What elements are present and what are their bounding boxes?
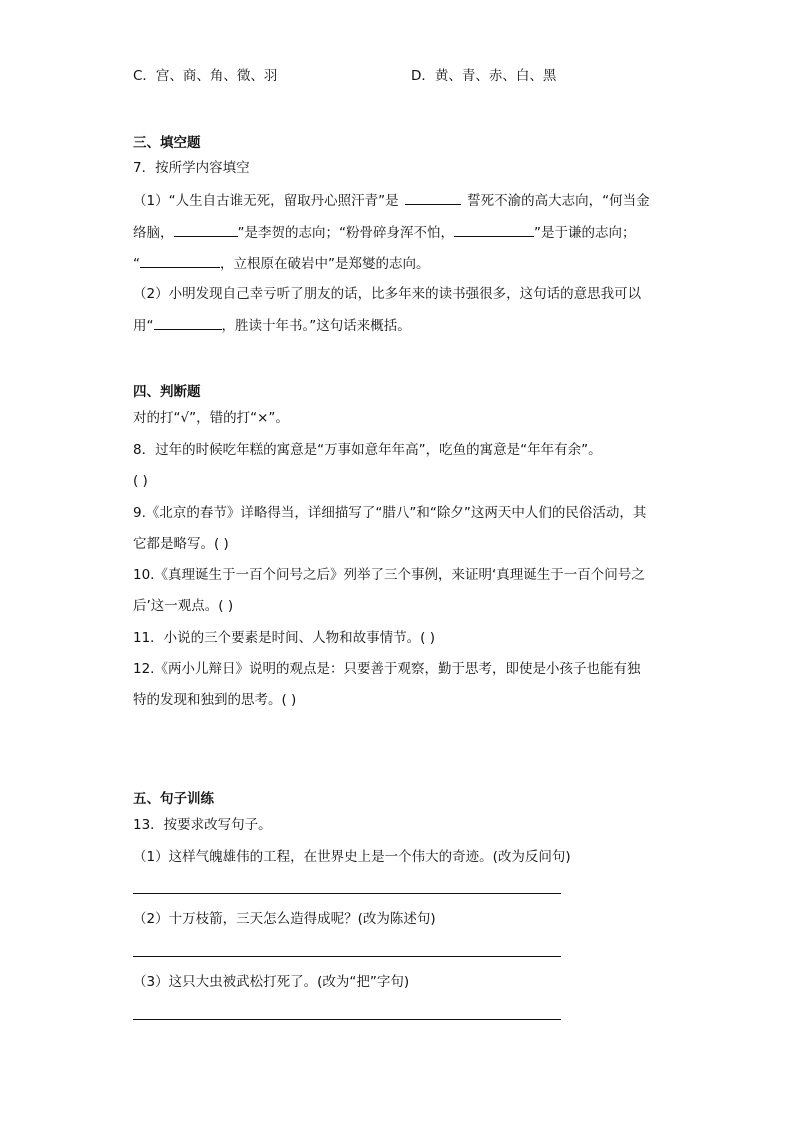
question-7-part1-line2 [133,222,636,243]
question-8-answer-box[interactable]: ( ) [133,473,148,489]
section-heading-fill-in: 三、填空题 [133,135,201,151]
answer-blank[interactable] [154,315,222,330]
q7-text: 誓死不渝的高大志向，“何当金 [467,193,650,209]
q7-text: （1）“人生自古谁无死，留取丹心照汗青”是 [133,193,399,209]
sentence-task-3: （3）这只大虫被武松打死了。(改为“把”字句) [133,974,410,990]
question-9-line1: 9.《北京的春节》详略得当，详细描写了“腊八”和“除夕”这两天中人们的民俗活动，其 [133,505,647,521]
question-10-line1: 10.《真理诞生于一百个问号之后》列举了三个事例，来证明‘真理诞生于一百个问号之 [133,567,645,583]
answer-line-2[interactable] [133,956,561,957]
question-11[interactable]: 11．小说的三个要素是时间、人物和故事情节。( ) [133,630,436,646]
question-12-line1: 12.《两小儿辩日》说明的观点是：只要善于观察，勤于思考，即使是小孩子也能有独 [133,661,641,677]
q7-text: “ [133,256,140,272]
question-7-part1-line1 [133,190,650,211]
question-10-line2[interactable]: 后’这一观点。( ) [133,598,234,614]
q7-text: ，立根原在破岩中”是郑燮的志向。 [220,256,430,272]
answer-blank[interactable] [454,222,534,237]
q7-text: 用“ [133,318,154,334]
option-d: D．黄、青、赤、白、黑 [411,68,557,84]
q7-text: ，胜读十年书。”这句话来概括。 [221,318,411,334]
answer-blank[interactable] [140,253,220,268]
question-8-line1: 8．过年的时候吃年糕的寓意是“万事如意年年高”，吃鱼的寓意是“年年有余”。 [133,442,602,458]
question-7-part2-line2 [133,315,411,336]
q7-text: ”是于谦的志向； [534,225,636,241]
answer-line-3[interactable] [133,1019,561,1020]
answer-blank[interactable] [174,222,238,237]
question-7-part1-line3 [133,253,430,274]
question-7-stem: 7．按所学内容填空 [133,160,250,176]
option-c: C．宫、商、角、徵、羽 [133,68,278,84]
sentence-task-2: （2）十万枝箭，三天怎么造得成呢？(改为陈述句) [133,911,436,927]
question-7-part2-line1: （2）小明发现自己幸亏听了朋友的话，比多年来的读书强很多，这句话的意思我可以 [133,286,642,302]
answer-blank[interactable] [405,190,461,205]
question-9-line2[interactable]: 它都是略写。( ) [133,536,229,552]
true-false-instruction: 对的打“√”，错的打“×”。 [133,410,289,426]
sentence-task-1: （1）这样气魄雄伟的工程，在世界史上是一个伟大的奇迹。(改为反问句) [133,849,571,865]
section-heading-true-false: 四、判断题 [133,384,201,400]
q7-text: 络脑， [133,225,174,241]
q7-text: ”是李贺的志向；“粉骨碎身浑不怕， [237,225,454,241]
question-13-stem: 13．按要求改写句子。 [133,817,272,833]
question-12-line2[interactable]: 特的发现和独到的思考。( ) [133,692,297,708]
section-heading-sentence-training: 五、句子训练 [133,791,214,807]
answer-line-1[interactable] [133,893,561,894]
